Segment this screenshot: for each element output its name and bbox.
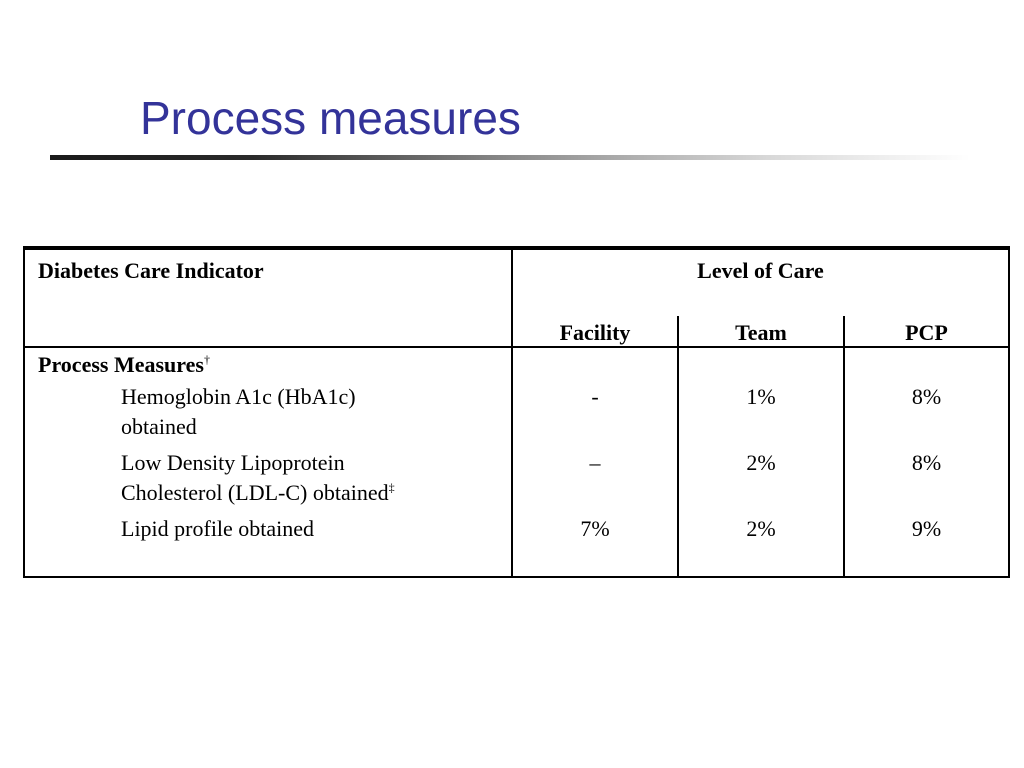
row-3-pcp: 9% bbox=[911, 516, 942, 541]
row-footnote-mark: ‡ bbox=[388, 480, 395, 495]
header-team: Team bbox=[735, 320, 787, 345]
indicator-line-2-with-mark bbox=[121, 478, 395, 508]
slide-title: Process measures bbox=[140, 92, 521, 144]
title-underline bbox=[50, 155, 970, 160]
table-row-indicator bbox=[121, 382, 356, 442]
section-footnote-mark: † bbox=[203, 352, 210, 367]
header-diabetes-care-indicator: Diabetes Care Indicator bbox=[38, 258, 264, 283]
row-1-team: 1% bbox=[746, 384, 776, 409]
section-process-measures bbox=[38, 350, 210, 380]
indicator-line-1: Hemoglobin A1c (HbA1c) bbox=[121, 384, 356, 409]
indicator-line-2: Cholesterol (LDL-C) obtained bbox=[121, 480, 389, 505]
results-table bbox=[23, 246, 1010, 578]
row-2-pcp: 8% bbox=[911, 450, 942, 475]
row-3-team: 2% bbox=[746, 516, 776, 541]
row-2-team: 2% bbox=[746, 450, 776, 475]
row-3-facility: 7% bbox=[580, 516, 610, 541]
row-1-pcp: 8% bbox=[911, 384, 942, 409]
row-2-facility: – bbox=[589, 450, 601, 475]
table-row-indicator bbox=[121, 448, 395, 508]
header-pcp: PCP bbox=[905, 320, 948, 345]
indicator-line-1: Low Density Lipoprotein bbox=[121, 450, 345, 475]
row-1-facility: - bbox=[591, 384, 599, 409]
indicator-line-2: obtained bbox=[121, 414, 197, 439]
header-divider bbox=[25, 346, 1008, 348]
section-label: Process Measures bbox=[38, 352, 204, 377]
indicator-line-1: Lipid profile obtained bbox=[121, 516, 315, 541]
header-level-of-care: Level of Care bbox=[697, 258, 824, 283]
table-row-indicator bbox=[121, 514, 314, 544]
header-facility: Facility bbox=[559, 320, 631, 345]
